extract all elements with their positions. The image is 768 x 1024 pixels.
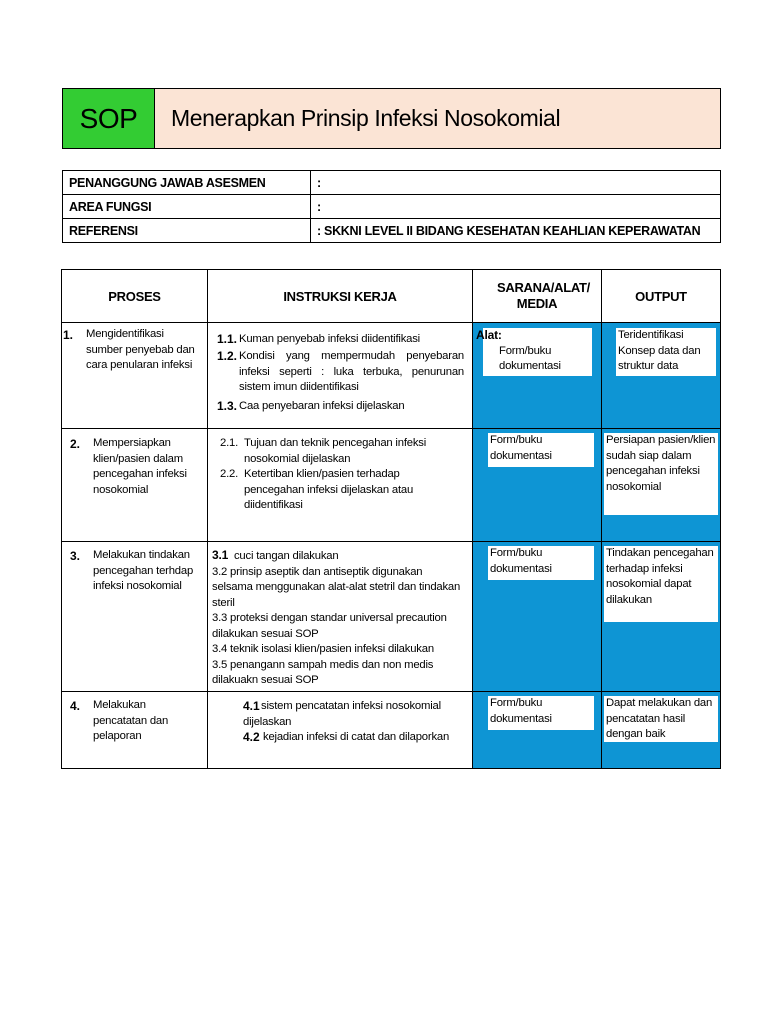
sarana-box [488,696,594,730]
row-number: 4. [70,699,81,713]
output-cell [602,542,721,692]
instruction-list [212,548,462,689]
output-box [604,433,718,515]
sop-table [61,269,721,769]
info-key: AREA FUNGSI [63,195,311,219]
instruction-text: Caa penyebaran infeksi dijelaskan [239,400,405,412]
title-box [62,88,721,149]
info-row [63,171,721,195]
table-row [62,323,721,429]
info-table [62,170,721,243]
row-number: 2. [70,437,81,451]
row-number: 3. [70,549,81,563]
row-number: 1. [63,328,74,342]
output-text: Tindakan pencegahan terhadap infeksi nosokomial dapat dilakukan [604,546,718,622]
item-number: 2.1. [220,437,239,449]
instruction-text: Kuman penyebab infeksi diidentifikasi [239,333,420,345]
instruksi-cell [208,542,473,692]
info-row [63,219,721,243]
proses-text: Mengidentifikasi sumber penyebab dan cara penularan infeksi [86,328,195,371]
proses-text: Mempersiapkan klien/pasien dalam pencegahan infeksi nosokomial [93,437,187,496]
instruction-text: kejadian infeksi di catat dan dilaporkan [263,731,450,743]
instruction-text: sistem pencatatan infeksi nosokomial dijelaskan [243,700,441,728]
proses-text: Melakukan pencatatan dan pelaporan [93,699,169,742]
table-row [62,692,721,769]
sarana-text: Form/buku dokumentasi [490,434,552,462]
output-text: Dapat melakukan dan pencatatan hasil dengan baik [604,696,718,742]
item-number: 1.1. [217,332,238,346]
info-value: : SKKNI LEVEL II BIDANG KESEHATAN KEAHLIAN KEPERAWATAN [311,219,721,243]
proses-text: Melakukan tindakan pencegahan terhdap infeksi nosokomial [93,549,194,592]
sarana-text: Form/buku dokumentasi [499,344,561,372]
header-row [62,270,721,323]
item-number: 1.3. [217,399,238,413]
sarana-text: Form/buku dokumentasi [490,697,552,725]
header-sarana: SARANA/ALAT/ MEDIA [473,270,602,323]
instruksi-cell [208,429,473,542]
output-text: Teridentifikasi Konsep data dan struktur data [616,328,716,376]
table-row [62,542,721,692]
instruction-text: 3.4 teknik isolasi klien/pasien infeksi dilakukan [212,643,434,655]
instruction-text: 3.3 proteksi dengan standar universal precaution dilakukan sesuai SOP [212,612,447,640]
proses-cell [62,429,208,542]
item-number: 4.1 [243,699,260,713]
item-number: 3.1 [212,548,229,562]
output-cell [602,429,721,542]
item-number: 2.2. [220,468,239,480]
output-cell [602,323,721,429]
sarana-cell [473,323,602,429]
instruction-text: Ketertiban klien/pasien terhadap pencegahan infeksi dijelaskan atau diidentifikasi [244,468,414,511]
instruction-text: cuci tangan dilakukan [233,550,339,562]
sarana-cell [473,692,602,769]
header-proses: PROSES [62,270,208,323]
instruction-text: 3.5 penangann sampah medis dan non medis dilakuakn sesuai SOP [212,658,434,686]
output-text: Persiapan pasien/klien sudah siap dalam pencegahan infeksi nosokomial [606,434,716,493]
sarana-cell [473,429,602,542]
sarana-cell [473,542,602,692]
sarana-text: Form/buku dokumentasi [490,547,552,575]
sarana-box [488,433,594,467]
item-number: 4.2 [243,730,260,744]
proses-cell [62,542,208,692]
table-row [62,429,721,542]
sop-tag: SOP [63,89,155,148]
info-row [63,195,721,219]
header-output: OUTPUT [602,270,721,323]
output-cell [602,692,721,769]
sarana-box [488,546,594,580]
proses-cell [62,692,208,769]
instruction-text: Kondisi yang mempermudah penyebaran infeksi seperti : luka terbuka, penurunan sistem imun diidentifikasi [239,350,464,393]
item-number: 1.2. [217,349,238,363]
proses-cell [62,323,208,429]
instruksi-cell [208,692,473,769]
sarana-box [476,328,592,376]
info-key: PENANGGUNG JAWAB ASESMEN [63,171,311,195]
info-key: REFERENSI [63,219,311,243]
info-value: : [311,195,721,219]
header-instruksi: INSTRUKSI KERJA [208,270,473,323]
document-title: Menerapkan Prinsip Infeksi Nosokomial [155,89,720,148]
sarana-label: Alat: [476,328,502,342]
instruksi-cell [208,323,473,429]
instruction-text: 3.2 prinsip aseptik dan antiseptik digunakan selsama menggunakan alat-alat stetril dan tindakan steril [212,565,461,609]
info-value: : [311,171,721,195]
instruction-text: Tujuan dan teknik pencegahan infeksi nosokomial dijelaskan [244,437,427,465]
